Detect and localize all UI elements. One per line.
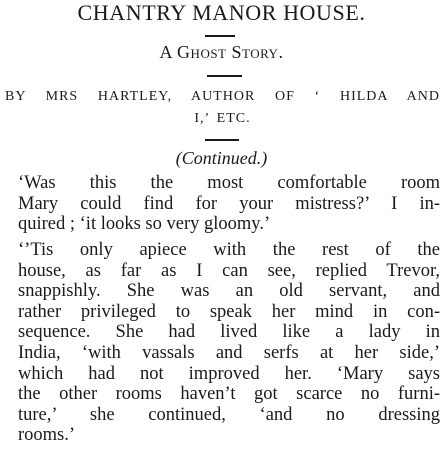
byline-line-2: I,’ ETC. xyxy=(194,111,251,126)
byline-line-1: BY MRS HARTLEY, AUTHOR OF ‘ HILDA AND xyxy=(5,89,440,104)
paragraph-1 xyxy=(18,173,440,235)
paragraph-line: ‘Was this the most comfortable room xyxy=(18,173,440,193)
byline-divider xyxy=(205,139,239,141)
paragraph-line: ‘’Tis only apiece with the rest of the xyxy=(18,240,440,260)
paragraph-line: Mary could find for your mistress?’ I in- xyxy=(18,193,440,214)
title-divider xyxy=(205,35,235,37)
byline xyxy=(5,86,440,130)
paragraph-line: which had not improved her. ‘Mary says xyxy=(18,363,440,384)
continued-label: (Continued.) xyxy=(175,148,268,168)
paragraph-line: India, ‘with vassals and serfs at her side,’ xyxy=(18,342,440,363)
paragraph-line: ture,’ she continued, ‘and no dressing xyxy=(18,404,440,425)
paragraph-line: sequence. She had lived like a lady in xyxy=(18,322,440,343)
subtitle-divider xyxy=(207,75,242,77)
article-title: CHANTRY MANOR HOUSE. xyxy=(77,0,366,25)
paragraph-line: quired ; ‘it looks so very gloomy.’ xyxy=(18,214,271,235)
paragraph-line: house, as far as I can see, replied Trevor, xyxy=(18,260,440,281)
paragraph-2 xyxy=(18,240,440,446)
article-subtitle: A Ghost Story. xyxy=(159,42,284,62)
paragraph-line: rather privileged to speak her mind in con- xyxy=(18,301,440,322)
paragraph-line: rooms.’ xyxy=(18,425,76,446)
paragraph-line: the other rooms haven’t got scarce no furni- xyxy=(18,384,440,405)
paragraph-line: snappishly. She was an old servant, and xyxy=(18,281,440,302)
